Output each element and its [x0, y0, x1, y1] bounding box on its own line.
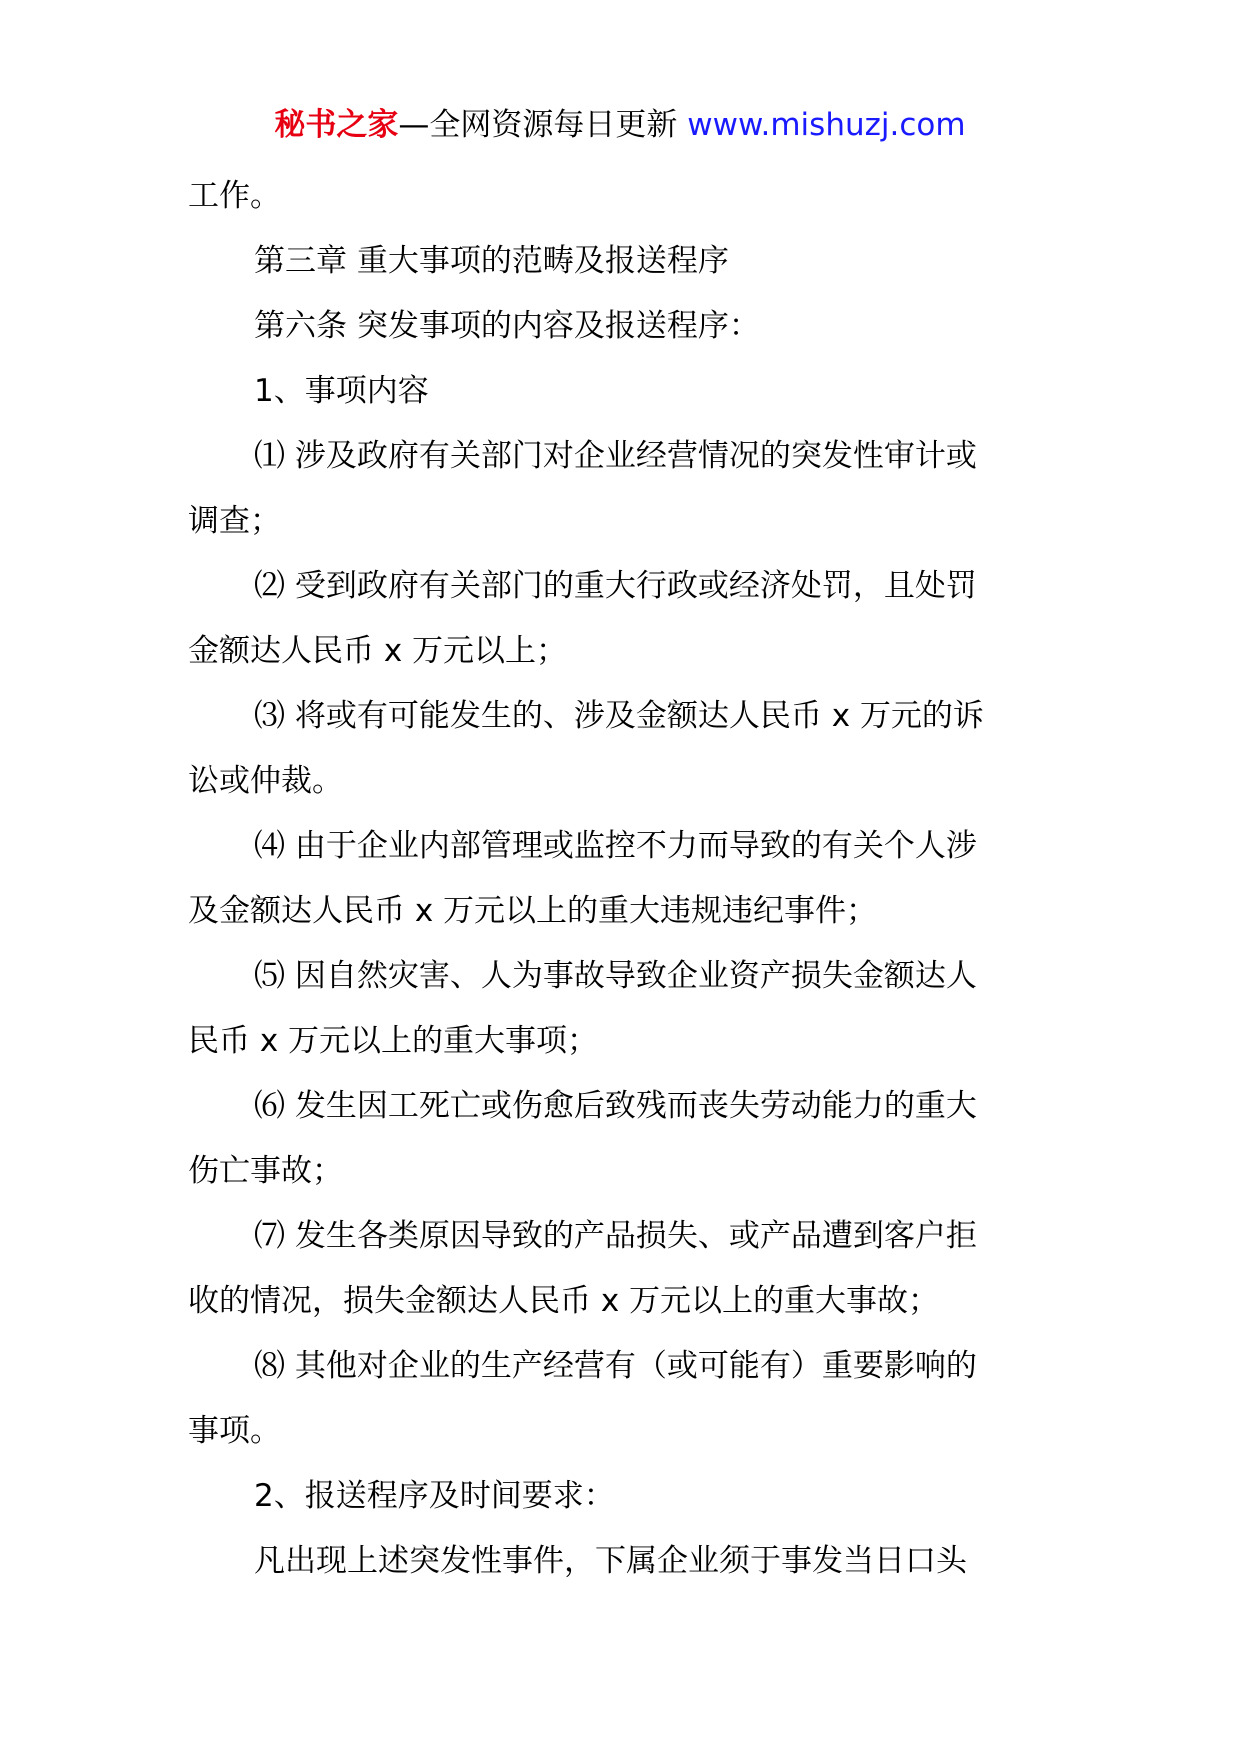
paragraph-line: 民币 x 万元以上的重大事项；	[188, 1023, 599, 1059]
paragraph-line: 金额达人民币 x 万元以上；	[188, 633, 568, 669]
website-url[interactable]: www.mishuzj.com	[687, 107, 966, 143]
header-tagline: —全网资源每日更新	[398, 107, 688, 143]
paragraph-line: ⑴ 涉及政府有关部门对企业经营情况的突发性审计或	[254, 438, 977, 474]
paragraph-line: 及金额达人民币 x 万元以上的重大违规违纪事件；	[188, 893, 878, 929]
paragraph-line: 凡出现上述突发性事件，下属企业须于事发当日口头	[254, 1543, 967, 1579]
paragraph-line: 第六条 突发事项的内容及报送程序：	[254, 308, 760, 344]
paragraph-line: ⑷ 由于企业内部管理或监控不力而导致的有关个人涉	[254, 828, 977, 864]
paragraph-line: ⑵ 受到政府有关部门的重大行政或经济处罚，且处罚	[254, 568, 977, 604]
paragraph-line: ⑻ 其他对企业的生产经营有（或可能有）重要影响的	[254, 1348, 977, 1384]
document-body	[188, 164, 1056, 1594]
paragraph-line: 工作。	[188, 178, 281, 214]
paragraph-line: ⑺ 发生各类原因导致的产品损失、或产品遭到客户拒	[254, 1218, 977, 1254]
paragraph-line: 事项。	[188, 1413, 281, 1449]
paragraph-line: ⑶ 将或有可能发生的、涉及金额达人民币 x 万元的诉	[254, 698, 984, 734]
paragraph-line: 2、报送程序及时间要求：	[254, 1478, 615, 1514]
paragraph-line: 收的情况，损失金额达人民币 x 万元以上的重大事故；	[188, 1283, 940, 1319]
paragraph-line: 讼或仲裁。	[188, 763, 343, 799]
page-header	[0, 100, 1240, 150]
paragraph-line: 调查；	[188, 503, 281, 539]
paragraph-line: ⑹ 发生因工死亡或伤愈后致残而丧失劳动能力的重大	[254, 1088, 977, 1124]
brand-name: 秘书之家	[274, 107, 399, 143]
paragraph-line: ⑸ 因自然灾害、人为事故导致企业资产损失金额达人	[254, 958, 977, 994]
paragraph-line: 第三章 重大事项的范畴及报送程序	[254, 243, 729, 279]
paragraph-line: 1、事项内容	[254, 373, 429, 409]
paragraph-line: 伤亡事故；	[188, 1153, 343, 1189]
